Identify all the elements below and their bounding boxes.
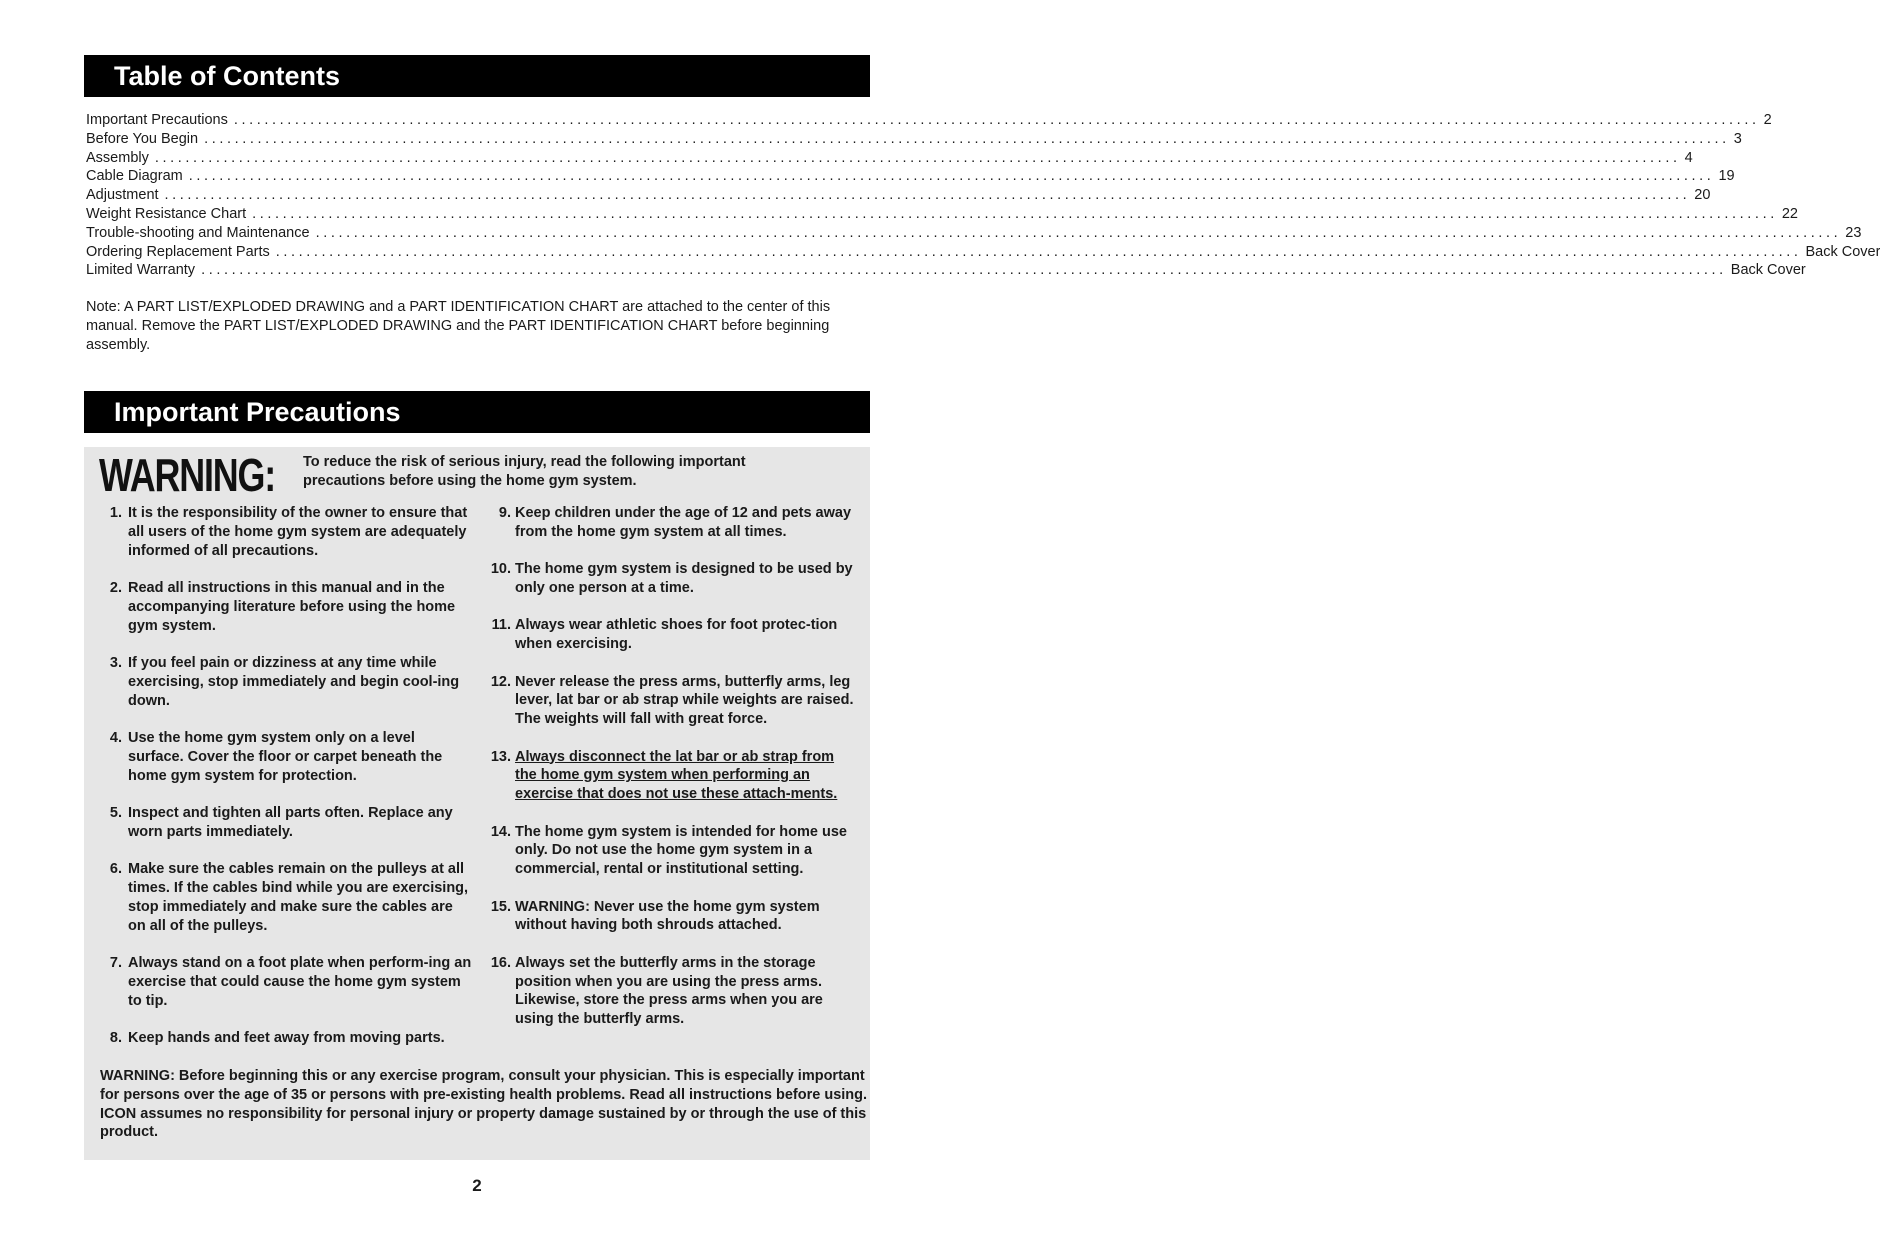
toc-leader-dots: ........................................................................................................................................................................................................ bbox=[204, 130, 1730, 147]
precaution-item bbox=[100, 504, 472, 560]
precaution-item bbox=[487, 748, 859, 804]
precaution-item bbox=[487, 823, 859, 879]
precaution-text: It is the responsibility of the owner to ensure that all users of the home gym system are adequately informed of all precautions. bbox=[128, 505, 468, 559]
precaution-text: Use the home gym system only on a level surface. Cover the floor or carpet beneath the home gym system for protection. bbox=[128, 729, 443, 784]
toc-entry[interactable] bbox=[86, 167, 1735, 186]
precaution-number: 8. bbox=[109, 1029, 122, 1046]
precaution-number: 12. bbox=[490, 673, 511, 690]
precaution-number: 7. bbox=[109, 954, 122, 971]
precaution-number: 4. bbox=[109, 729, 122, 746]
toc-entry[interactable] bbox=[86, 205, 1798, 224]
precaution-number: 5. bbox=[109, 804, 122, 821]
toc-leader-dots: ........................................................................................................................................................................................................ bbox=[233, 112, 1760, 128]
toc-leader-dots: ........................................................................................................................................................................................................ bbox=[154, 149, 1681, 166]
precaution-item bbox=[100, 954, 472, 1010]
precaution-text: Keep hands and feet away from moving parts. bbox=[128, 1029, 445, 1046]
toc-entry[interactable] bbox=[86, 149, 1693, 168]
toc-leader-dots: ........................................................................................................................................................................................................ bbox=[188, 168, 1715, 185]
precaution-number: 10. bbox=[490, 561, 511, 578]
precaution-item bbox=[100, 1029, 472, 1048]
precaution-item bbox=[487, 954, 859, 1029]
precaution-text: If you feel pain or dizziness at any time while exercising, stop immediately and begin cool-ing down. bbox=[128, 654, 460, 709]
toc-entry-title: Important Precautions bbox=[86, 112, 228, 128]
toc-entry-title: Weight Resistance Chart bbox=[86, 205, 247, 222]
toc-entry-page: 3 bbox=[1733, 130, 1742, 147]
toc-leader-dots: ........................................................................................................................................................................................................ bbox=[201, 262, 1727, 279]
toc-leader-dots: ........................................................................................................................................................................................................ bbox=[252, 205, 1778, 222]
precaution-item bbox=[487, 560, 859, 598]
precaution-text: Always set the butterfly arms in the storage position when you are using the press arms. Likewise, store the press arms when you are using the butterfly arms. bbox=[515, 954, 823, 1028]
toc-entry-title: Before You Begin bbox=[86, 130, 199, 147]
precaution-item bbox=[487, 673, 859, 729]
toc-entry[interactable] bbox=[86, 186, 1711, 205]
precautions-list-right bbox=[487, 504, 859, 1047]
toc-entry-title: Trouble-shooting and Maintenance bbox=[86, 224, 310, 241]
toc-entry[interactable] bbox=[86, 261, 1806, 280]
toc-entry-page: Back Cover bbox=[1805, 243, 1880, 260]
toc-entry-title: Ordering Replacement Parts bbox=[86, 243, 270, 260]
warning-intro: To reduce the risk of serious injury, read the following important precautions before using the home gym system. bbox=[303, 454, 746, 489]
toc-leader-dots: ........................................................................................................................................................................................................ bbox=[275, 243, 1802, 260]
precaution-number: 13. bbox=[490, 748, 511, 765]
toc-entry-page: 22 bbox=[1781, 205, 1798, 222]
precaution-number: 2. bbox=[109, 579, 122, 596]
toc-entry-page: 2 bbox=[1763, 112, 1772, 128]
precaution-item bbox=[487, 616, 859, 654]
toc-entry-page: 23 bbox=[1845, 224, 1862, 241]
precaution-text: Always disconnect the lat bar or ab strap from the home gym system when performing an exercise that does not use these attach-ments. bbox=[515, 748, 838, 803]
physician-warning: WARNING: Before beginning this or any exercise program, consult your physician. This is especially important for persons over the age of 35 or persons with pre-existing health problems. Read all instructions before using. ICON assumes no responsibility for personal injury or property damage sustained by or through the use of this product. bbox=[100, 1068, 868, 1141]
precautions-list-left bbox=[100, 504, 472, 1066]
precaution-text: The home gym system is intended for home use only. Do not use the home gym system in a commercial, rental or institutional setting. bbox=[515, 823, 847, 878]
toc-entry-title: Assembly bbox=[86, 149, 149, 166]
precaution-text: Always wear athletic shoes for foot protec-tion when exercising. bbox=[515, 617, 838, 653]
precaution-number: 9. bbox=[498, 505, 511, 521]
precaution-text: Read all instructions in this manual and in the accompanying literature before using the home gym system. bbox=[128, 579, 456, 634]
toc-entry-page: 19 bbox=[1718, 168, 1735, 185]
toc-entry[interactable] bbox=[86, 130, 1742, 149]
toc-entry-title: Limited Warranty bbox=[86, 262, 196, 279]
precaution-number: 15. bbox=[490, 898, 511, 915]
precaution-item bbox=[487, 504, 859, 542]
precaution-text: Make sure the cables remain on the pulleys at all times. If the cables bind while you are exercising, stop immediately and make sure the cables are on all of the pulleys. bbox=[128, 861, 469, 934]
page-number: 2 bbox=[472, 1176, 482, 1195]
precaution-number: 1. bbox=[109, 505, 122, 521]
precaution-number: 16. bbox=[490, 954, 511, 971]
precaution-item bbox=[100, 729, 472, 785]
precaution-item bbox=[100, 860, 472, 935]
toc-entry[interactable] bbox=[86, 224, 1862, 243]
precaution-text: The home gym system is designed to be used by only one person at a time. bbox=[515, 561, 853, 596]
precaution-text: Always stand on a foot plate when perform-ing an exercise that could cause the home gym system to tip. bbox=[128, 954, 472, 1009]
toc-leader-dots: ........................................................................................................................................................................................................ bbox=[315, 224, 1842, 241]
toc-heading: Table of Contents bbox=[84, 55, 870, 97]
precaution-item bbox=[100, 654, 472, 710]
toc-list bbox=[86, 111, 1880, 280]
toc-entry[interactable] bbox=[86, 243, 1880, 262]
precautions-heading: Important Precautions bbox=[84, 391, 870, 433]
precaution-item bbox=[100, 579, 472, 635]
toc-entry-title: Cable Diagram bbox=[86, 168, 183, 185]
toc-entry-title: Adjustment bbox=[86, 187, 159, 204]
assembly-note: Note: A PART LIST/EXPLODED DRAWING and a PART IDENTIFICATION CHART are attached to the center of this manual. Remove the PART LIST/EXPLODED DRAWING and the PART IDENTIFICATION CHART before beginning assembly. bbox=[86, 299, 831, 353]
precaution-number: 11. bbox=[491, 617, 511, 634]
precaution-text: Keep children under the age of 12 and pets away from the home gym system at all times. bbox=[515, 505, 852, 540]
precaution-item bbox=[100, 804, 472, 842]
precaution-text: Never release the press arms, butterfly arms, leg lever, lat bar or ab strap while weights are raised. The weights will fall with great force. bbox=[515, 673, 854, 728]
precaution-number: 3. bbox=[109, 654, 122, 671]
precaution-text: WARNING: Never use the home gym system without having both shrouds attached. bbox=[515, 898, 820, 934]
precaution-number: 14. bbox=[490, 823, 511, 840]
warning-title: WARNING: bbox=[99, 449, 275, 501]
toc-entry[interactable] bbox=[86, 111, 1772, 130]
precaution-item bbox=[487, 898, 859, 936]
toc-leader-dots: ........................................................................................................................................................................................................ bbox=[164, 187, 1691, 204]
toc-entry-page: Back Cover bbox=[1730, 262, 1806, 279]
toc-entry-page: 4 bbox=[1684, 149, 1693, 166]
precaution-text: Inspect and tighten all parts often. Replace any worn parts immediately. bbox=[128, 804, 453, 840]
precaution-number: 6. bbox=[109, 861, 122, 878]
toc-entry-page: 20 bbox=[1694, 187, 1711, 204]
